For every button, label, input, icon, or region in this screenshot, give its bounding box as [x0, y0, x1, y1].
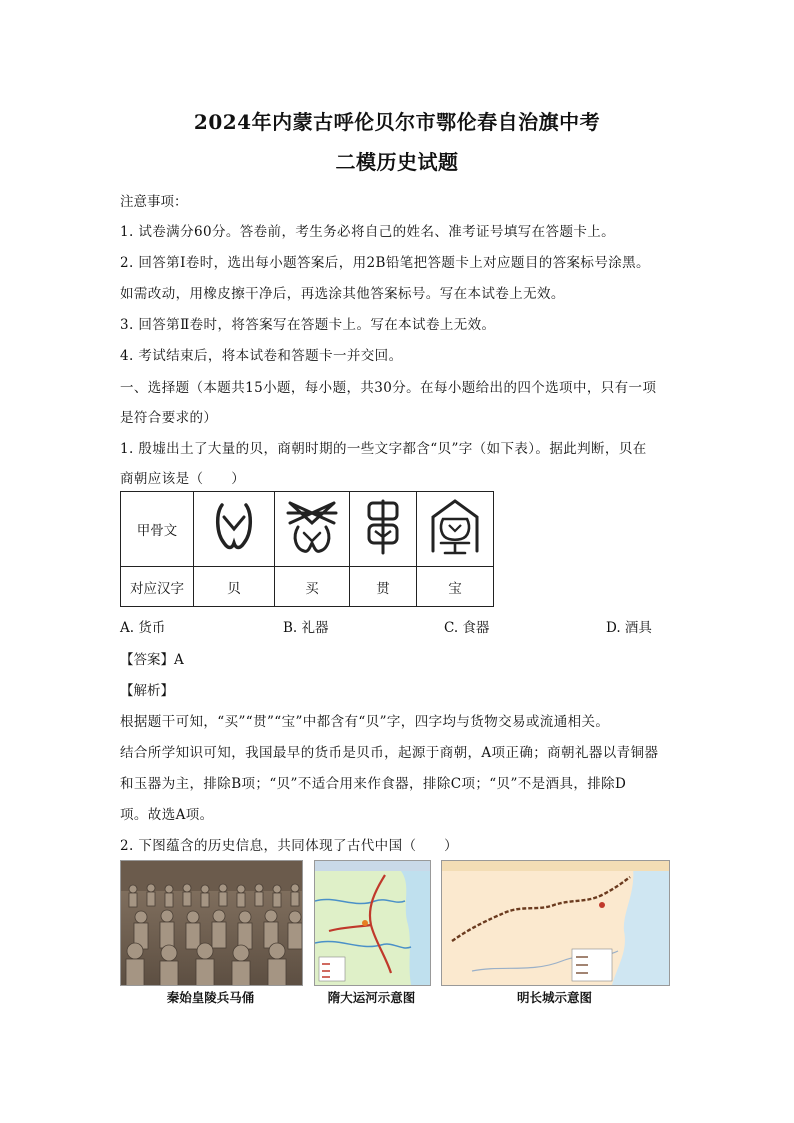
note-item: 2. 回答第Ⅰ卷时，选出每小题答案后，用2B铅笔把答题卡上对应题目的答案标号涂黑。	[120, 255, 650, 271]
question-1-stem-cont: 商朝应该是（ ）	[120, 471, 246, 487]
section-heading: 一、选择题（本题共15小题，每小题，共30分。在每小题给出的四个选项中，只有一项	[120, 380, 657, 396]
hanzi-cell: 贝	[194, 567, 275, 607]
question-2-stem: 2. 下图蕴含的历史信息，共同体现了古代中国（ ）	[120, 838, 459, 854]
analysis-heading: 【解析】	[120, 683, 174, 699]
note-item: 4. 考试结束后，将本试卷和答题卡一并交回。	[120, 348, 403, 364]
analysis-text: 和玉器为主，排除B项；“贝”不适合用来作食器，排除C项；“贝”不是酒具，排除D	[120, 776, 627, 792]
hanzi-cell: 买	[275, 567, 350, 607]
option-d: D. 酒具	[606, 620, 652, 636]
analysis-text: 结合所学知识可知，我国最早的货币是贝币，起源于商朝，A项正确；商朝礼器以青铜器	[120, 745, 659, 761]
caption-terracotta: 秦始皇陵兵马俑	[166, 990, 255, 1005]
note-item: 1. 试卷满分60分。答卷前，考生务必将自己的姓名、准考证号填写在答题卡上。	[120, 224, 616, 240]
oracle-glyph-bei	[194, 492, 275, 567]
hanzi-cell: 贯	[350, 567, 417, 607]
row-label-hanzi: 对应汉字	[121, 567, 194, 607]
section-heading-cont: 是符合要求的）	[120, 410, 218, 426]
caption-canal: 隋大运河示意图	[327, 990, 416, 1005]
ming-great-wall-map	[441, 860, 670, 986]
exam-title-line2: 二模历史试题	[335, 150, 459, 174]
answer-label: 【答案】A	[120, 652, 184, 668]
analysis-text: 根据题干可知，“买”“贯”“宝”中都含有“贝”字，四字均与货物交易或流通相关。	[120, 714, 610, 730]
caption-great-wall: 明长城示意图	[516, 990, 592, 1005]
option-b: B. 礼器	[283, 620, 329, 636]
note-item: 如需改动，用橡皮擦干净后，再选涂其他答案标号。写在本试卷上无效。	[120, 286, 565, 302]
option-a: A. 货币	[120, 620, 166, 636]
oracle-glyph-guan	[350, 492, 417, 567]
note-item: 3. 回答第Ⅱ卷时，将答案写在答题卡上。写在本试卷上无效。	[120, 317, 496, 333]
exam-title-line1: 2024年内蒙古呼伦贝尔市鄂伦春自治旗中考	[193, 110, 601, 134]
oracle-bone-table	[120, 491, 494, 607]
notes-heading: 注意事项：	[120, 194, 188, 210]
sui-canal-map	[314, 860, 431, 986]
hanzi-cell: 宝	[417, 567, 494, 607]
analysis-text: 项。故选A项。	[120, 807, 214, 823]
question-1-stem: 1. 殷墟出土了大量的贝，商朝时期的一些文字都含“贝”字（如下表）。据此判断，贝在	[120, 441, 647, 457]
oracle-glyph-bao	[417, 492, 494, 567]
option-c: C. 食器	[444, 620, 490, 636]
oracle-glyph-mai	[275, 492, 350, 567]
row-label-oracle: 甲骨文	[121, 492, 194, 567]
terracotta-army-photo	[120, 860, 303, 986]
